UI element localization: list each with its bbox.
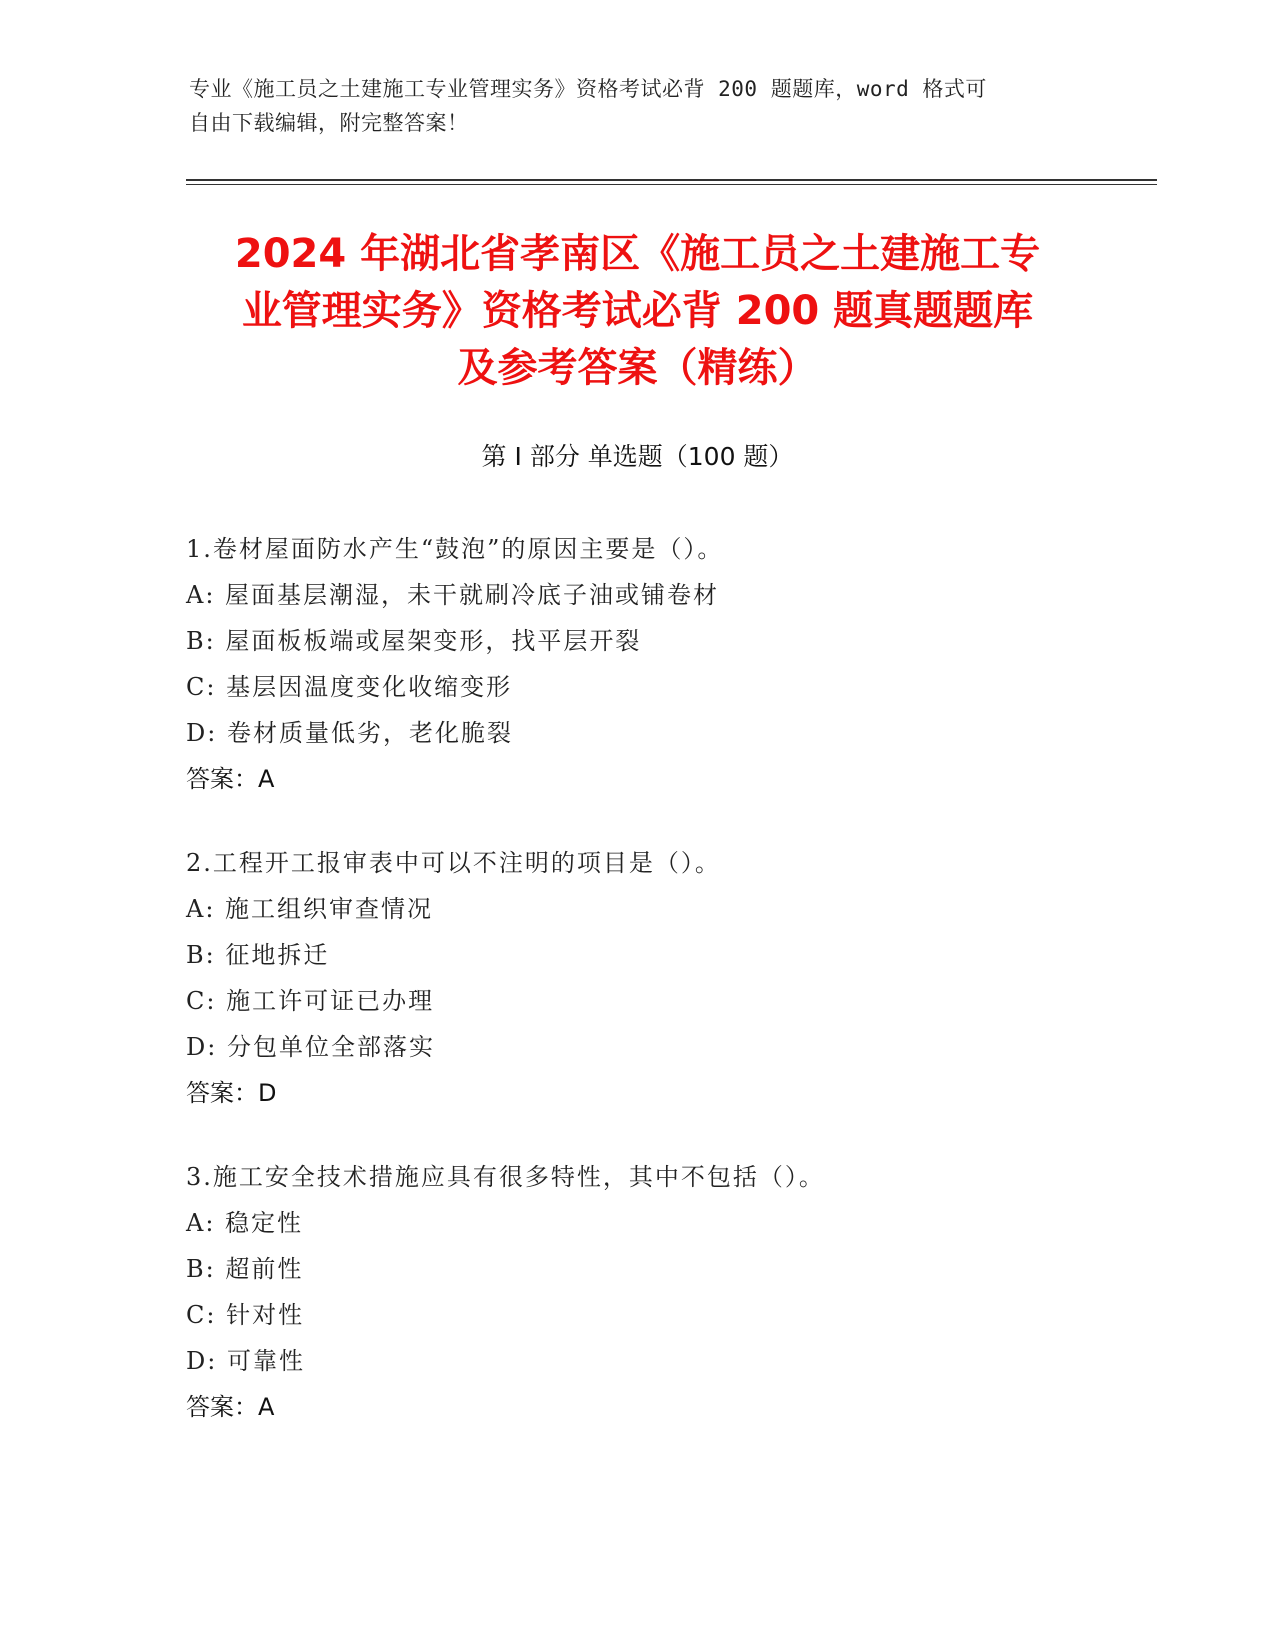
option-d: D: 卷材质量低劣，老化脆裂 bbox=[186, 719, 513, 747]
question-stem: 3.施工安全技术措施应具有很多特性，其中不包括（）。 bbox=[186, 1163, 825, 1191]
answer: 答案：A bbox=[186, 1393, 275, 1421]
document-title-line-3: 及参考答案（精练） bbox=[457, 345, 818, 391]
header-note bbox=[189, 72, 1069, 140]
option-d: D: 分包单位全部落实 bbox=[186, 1033, 435, 1061]
option-c: C: 基层因温度变化收缩变形 bbox=[186, 673, 513, 701]
option-c: C: 针对性 bbox=[186, 1301, 305, 1329]
question-1 bbox=[186, 526, 1136, 802]
option-a: A: 施工组织审查情况 bbox=[186, 895, 434, 923]
header-divider-thick bbox=[186, 179, 1157, 181]
answer: 答案：A bbox=[186, 765, 275, 793]
header-note-line-1: 专业《施工员之土建施工专业管理实务》资格考试必背 200 题题库，word 格式可 bbox=[189, 77, 987, 101]
option-b: B: 屋面板板端或屋架变形，找平层开裂 bbox=[186, 627, 642, 655]
question-3 bbox=[186, 1154, 1136, 1430]
question-2 bbox=[186, 840, 1136, 1116]
question-stem: 2.工程开工报审表中可以不注明的项目是（）。 bbox=[186, 849, 721, 877]
section-title: 第 I 部分 单选题（100 题） bbox=[481, 442, 794, 471]
document-title-line-2: 业管理实务》资格考试必背 200 题真题题库 bbox=[241, 288, 1034, 334]
question-stem: 1.卷材屋面防水产生“鼓泡”的原因主要是（）。 bbox=[186, 535, 724, 563]
option-a: A: 屋面基层潮湿，未干就刷冷底子油或铺卷材 bbox=[186, 581, 720, 609]
document-title-line-1: 2024 年湖北省孝南区《施工员之土建施工专 bbox=[234, 231, 1041, 277]
document-title bbox=[150, 226, 1125, 397]
option-a: A: 稳定性 bbox=[186, 1209, 304, 1237]
option-b: B: 征地拆迁 bbox=[186, 941, 330, 969]
option-c: C: 施工许可证已办理 bbox=[186, 987, 435, 1015]
header-note-line-2: 自由下载编辑，附完整答案！ bbox=[189, 111, 469, 135]
option-d: D: 可靠性 bbox=[186, 1347, 305, 1375]
answer: 答案：D bbox=[186, 1079, 277, 1107]
option-b: B: 超前性 bbox=[186, 1255, 304, 1283]
header-divider-thin bbox=[186, 184, 1157, 185]
question-list bbox=[186, 526, 1136, 1468]
